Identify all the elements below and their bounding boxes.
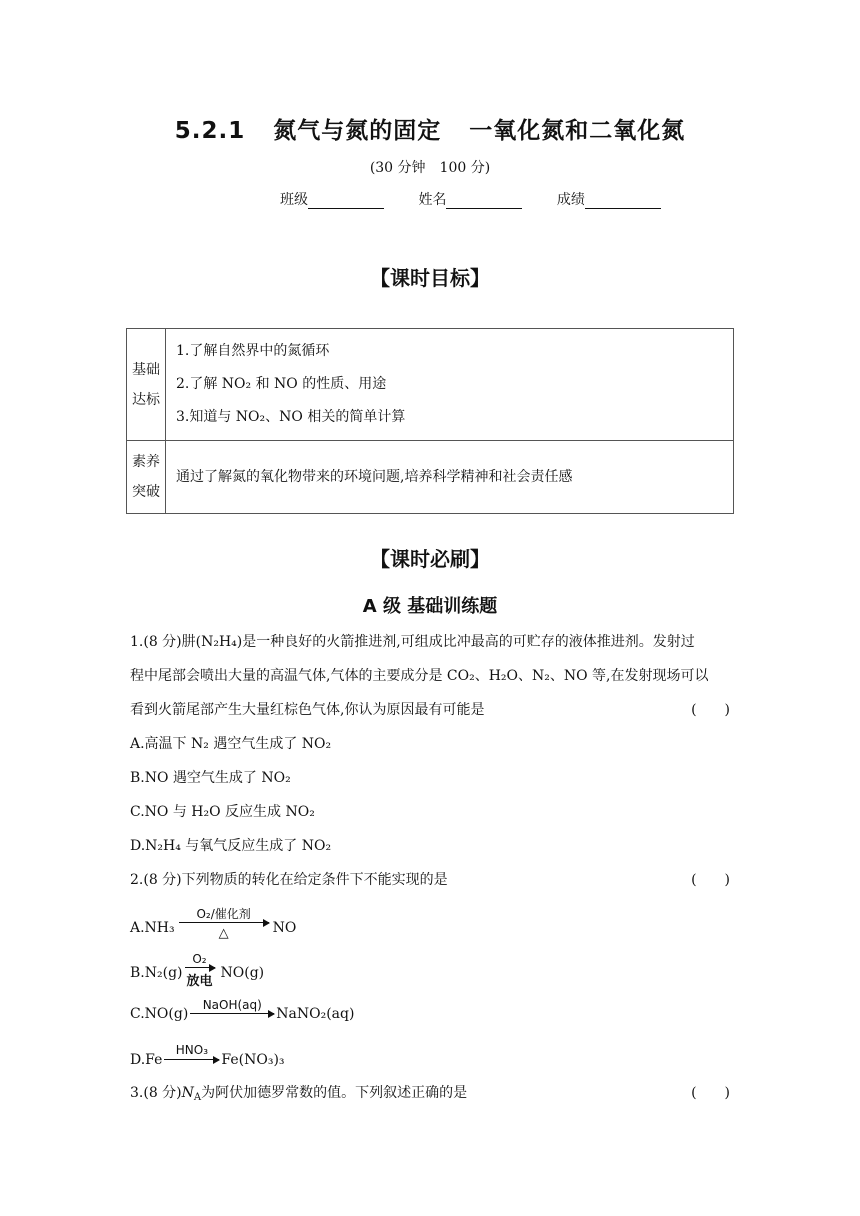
goals-heading: 【课时目标】 xyxy=(370,266,490,290)
name-field[interactable]: 姓名 xyxy=(418,189,522,209)
duration-score: (30 分钟 100 分) xyxy=(369,160,491,176)
goal-item: 1.了解自然界中的氮循环 xyxy=(176,343,330,359)
q2-option-d[interactable]: D.Fe HNO₃ Fe(NO₃)₃ xyxy=(130,1042,285,1068)
goals-row-label: 基础 达标 xyxy=(127,329,166,441)
title-part1: 氮气与氮的固定 xyxy=(273,118,442,144)
q1-option-a[interactable]: A.高温下 N₂ 遇空气生成了 NO₂ xyxy=(130,736,332,752)
name-blank[interactable] xyxy=(446,194,522,209)
q1-stem-line3: 看到火箭尾部产生大量红棕色气体,你认为原因最有可能是 ( ) xyxy=(130,693,734,727)
question-3 xyxy=(130,1076,734,1110)
score-blank[interactable] xyxy=(585,194,661,209)
q1-option-d[interactable]: D.N₂H₄ 与氧气反应生成了 NO₂ xyxy=(130,838,332,854)
score-field[interactable]: 成绩 xyxy=(557,189,661,209)
goals-row-literacy xyxy=(127,441,734,514)
q1-answer-paren[interactable]: ( ) xyxy=(691,702,730,718)
goals-row-label: 素养 突破 xyxy=(127,441,166,514)
q1-option-c[interactable]: C.NO 与 H₂O 反应生成 NO₂ xyxy=(130,804,315,820)
goal-item: 通过了解氮的氧化物带来的环境问题,培养科学精神和社会责任感 xyxy=(176,468,573,485)
title-part2: 一氧化氮和二氧化氮 xyxy=(469,118,686,144)
class-blank[interactable] xyxy=(308,194,384,209)
goal-item: 2.了解 NO₂ 和 NO 的性质、用途 xyxy=(176,376,387,392)
q2-answer-paren[interactable]: ( ) xyxy=(691,872,730,888)
goal-item: 3.知道与 NO₂、NO 相关的简单计算 xyxy=(176,409,406,425)
q1-stem-line2: 程中尾部会喷出大量的高温气体,气体的主要成分是 CO₂、H₂O、N₂、NO 等,在发射现场可以 xyxy=(130,668,709,684)
q2-option-a[interactable]: A.NH₃ O₂/催化剂 △ NO xyxy=(130,906,297,941)
q1-stem-line1: 1.(8 分)肼(N₂H₄)是一种良好的火箭推进剂,可组成比冲最高的可贮存的液体推进剂。发射过 xyxy=(130,634,695,650)
lesson-number: 5.2.1 xyxy=(174,118,246,144)
reaction-arrow: NaOH(aq) xyxy=(190,1017,274,1019)
q1-option-b[interactable]: B.NO 遇空气生成了 NO₂ xyxy=(130,770,291,786)
q2-option-c[interactable]: C.NO(g) NaOH(aq) NaNO₂(aq) xyxy=(130,997,355,1022)
reaction-arrow: O₂/催化剂 △ xyxy=(179,931,269,933)
goals-table xyxy=(126,328,734,514)
practice-heading: 【课时必刷】 xyxy=(370,547,490,571)
q3-stem: 3.(8 分)$N_A$为阿伏加德罗常数的值。下列叙述正确的是 ( ) xyxy=(130,1076,734,1110)
class-field[interactable]: 班级 xyxy=(280,189,384,209)
lesson-title xyxy=(0,112,860,145)
goals-row-content xyxy=(166,329,734,441)
reaction-arrow: HNO₃ xyxy=(164,1063,219,1065)
reaction-arrow: O₂ 放电 xyxy=(186,951,213,989)
student-info-row xyxy=(280,189,691,209)
question-1 xyxy=(130,625,734,897)
q2-stem: 2.(8 分)下列物质的转化在给定条件下不能实现的是 ( ) xyxy=(130,863,734,897)
q3-answer-paren[interactable]: ( ) xyxy=(691,1085,730,1101)
q2-option-b[interactable]: B.N₂(g) O₂ 放电 NO(g) xyxy=(130,951,265,989)
level-heading: A 级 基础训练题 xyxy=(362,596,498,617)
goals-row-basic xyxy=(127,329,734,441)
goals-row-content xyxy=(166,441,734,514)
